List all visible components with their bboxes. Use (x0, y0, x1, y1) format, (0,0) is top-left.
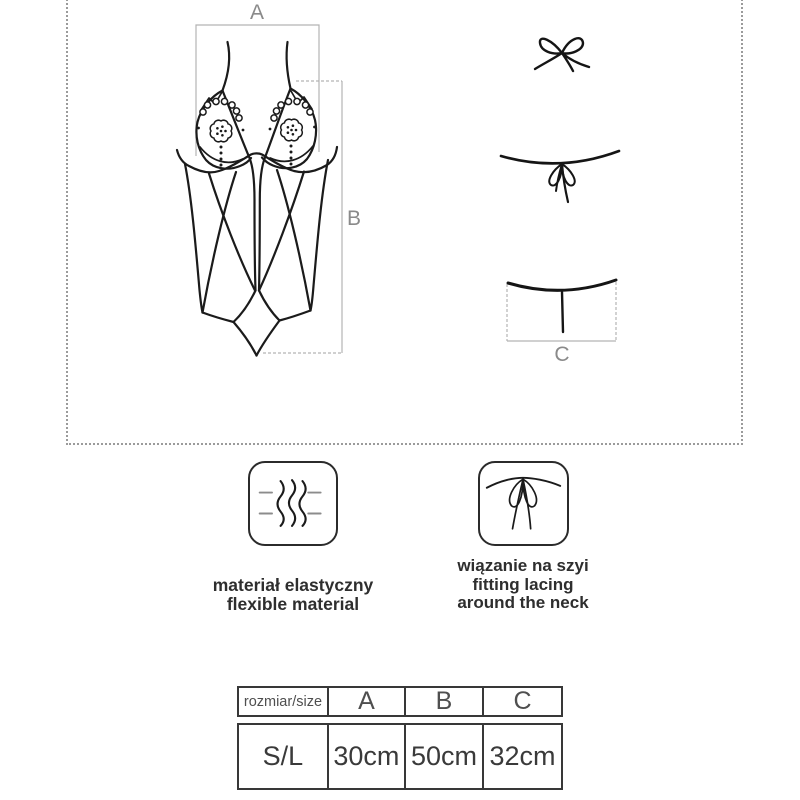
measure-label-b: B (347, 207, 362, 230)
size-table-value-row (237, 723, 563, 790)
size-table-header-c: C (482, 688, 561, 715)
gusset (234, 291, 256, 323)
size-table-header-label: rozmiar/size (243, 693, 323, 710)
wavy-lines-icon (250, 463, 336, 544)
right-strap (287, 42, 291, 89)
bow-icon (480, 463, 567, 544)
size-table-header-b: B (404, 688, 482, 715)
feature-elastic-caption (173, 576, 413, 614)
bodysuit-front-drawing (177, 42, 337, 356)
back-tie-drawing (501, 151, 619, 202)
size-table-header-a: A (327, 688, 404, 715)
measure-label-a: A (249, 1, 265, 24)
measure-label-c: C (554, 343, 570, 366)
size-table-value-c: 32cm (482, 725, 561, 788)
feature-lacing-line-pl: wiązanie na szyi (457, 556, 589, 575)
elastic-material-icon (248, 461, 338, 546)
size-table-value-b: 50cm (404, 725, 482, 788)
size-table-size: S/L (262, 741, 304, 771)
size-table-value-a: 30cm (327, 725, 404, 788)
feature-lacing-line-en1: fitting lacing (472, 574, 574, 594)
feature-elastic-line-pl: materiał elastyczny (212, 575, 374, 595)
feature-lacing-line-en2: around the neck (457, 593, 589, 613)
neck-lacing-icon (478, 461, 569, 546)
halter-bow-drawing (535, 38, 589, 71)
feature-elastic-line-en: flexible material (226, 594, 360, 614)
feature-lacing-caption (413, 557, 633, 613)
size-table-header-row (237, 686, 563, 717)
bottom-gusset-drawing (508, 280, 616, 332)
left-strap (223, 42, 230, 91)
